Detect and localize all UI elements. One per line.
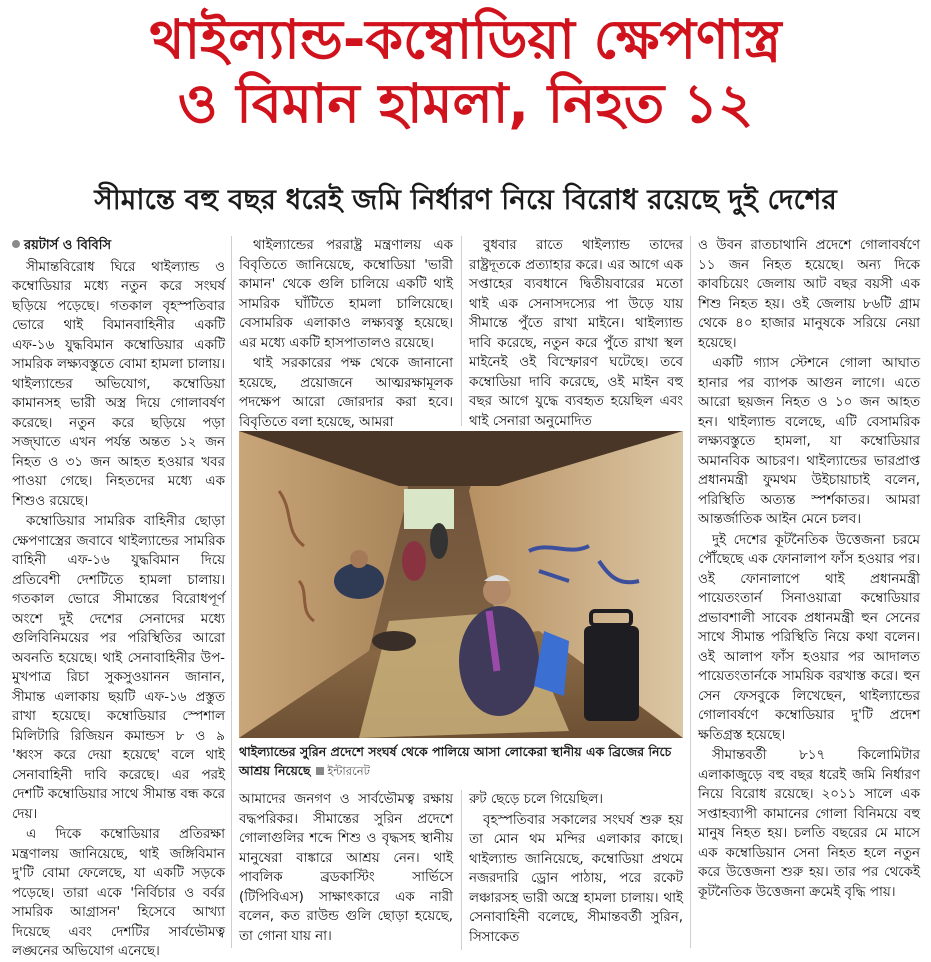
- article-column-3-bottom: [469, 790, 683, 950]
- byline-text: রয়টার্স ও বিবিসি: [24, 238, 112, 253]
- headline-line-2: ও বিমান হামলা, নিহত ১২: [177, 72, 754, 135]
- paragraph: বৃহস্পতিবার সকালের সংঘর্ষ শুরু হয় তা মোন থম মন্দির এলাকার কাছে। থাইল্যান্ড জানিয়েছে, কম্বোডিয়া প্রথমে নজরদারি ড্রোন পাঠায়, পরে রকেট লঞ্চারসহ ভারী অস্ত্রে হামলা চালায়। থাই সেনাবাহিনী বলেছে, সীমান্তবর্তী সুরিন, সিসাকেত: [469, 812, 683, 945]
- column-divider: [461, 790, 462, 950]
- photo-illustration: [239, 431, 683, 738]
- article-column-1: [12, 236, 225, 959]
- article-column-2-bottom: [239, 790, 453, 950]
- credit-square-icon: [316, 767, 324, 775]
- paragraph: সীমান্তবিরোধ ঘিরে থাইল্যান্ড ও কম্বোডিয়ার মধ্যে নতুন করে সংঘর্ষ ছড়িয়ে পড়েছে। গতকাল বৃহস্পতিবার ভোরে থাই বিমানবাহিনীর একটি এফ-১৬ যুদ্ধবিমান কম্বোডিয়ার একটি সামরিক লক্ষ্যবস্তুতে বোমা হামলা চালায়। থাইল্যান্ডের অভিযোগ, কম্বোডিয়া কামানসহ ভারী অস্ত্র দিয়ে গোলাবর্ষণ করেছে। নতুন করে ছড়িয়ে পড়া সজ্ঘাতে এখন পর্যন্ত অন্তত ১২ জন নিহত ও ৩১ জন আহত হওয়ার খবর পাওয়া গেছে। নিহতদের মধ্যে এক শিশুও রয়েছে।: [12, 259, 225, 509]
- headline-line-1: থাইল্যান্ড-কম্বোডিয়া ক্ষেপণাস্ত্র: [149, 8, 782, 71]
- caption-text: থাইল্যান্ডের সুরিন প্রদেশে সংঘর্ষ থেকে পালিয়ে আসা লোকেরা স্থানীয় এক ব্রিজের নিচে আশ্রয় নিয়েছে: [239, 744, 672, 778]
- column-divider: [461, 236, 462, 426]
- paragraph: রুট ছেড়ে চলে গিয়েছিল।: [469, 792, 603, 807]
- article-column-2-top: [239, 236, 453, 430]
- paragraph: এ দিকে কম্বোডিয়ার প্রতিরক্ষা মন্ত্রণালয় জানিয়েছে, থাই জঙ্গিবিমান দু'টি বোমা ফেলেছে, যা একটি সড়কে পড়েছে। তারা একে 'নির্বিচার ও বর্বর সামরিক আগ্রাসন' হিসেবে আখ্যা দিয়েছে এবং দেশটির সার্বভৌমত্ব লঙ্ঘনের অভিযোগ এনেছে।: [12, 827, 225, 959]
- news-photo: [239, 431, 683, 738]
- article-column-4: [698, 236, 920, 948]
- paragraph: থাইল্যান্ডের পররাষ্ট্র মন্ত্রণালয় এক বিবৃতিতে জানিয়েছে, কম্বোডিয়া 'ভারী কামান' থেকে গুলি চালিয়ে একটি থাই সামরিক ঘাঁটিতে হামলা চালিয়েছে। বেসামরিক এলাকাও লক্ষ্যবস্তু হয়েছে। এর মধ্যে একটি হাসপাতালও রয়েছে।: [239, 238, 453, 351]
- subheadline: সীমান্তে বহু বছর ধরেই জমি নির্ধারণ নিয়ে বিরোধ রয়েছে দুই দেশের: [94, 183, 837, 216]
- paragraph: বুধবার রাতে থাইল্যান্ড তাদের রাষ্ট্রদূতকে প্রত্যাহার করে। এর আগে এক সপ্তাহের ব্যবধানে দ্বিতীয়বারের মতো থাই এক সেনাসদস্যের পা উড়ে যায় সীমান্তে পুঁতে রাখা মাইনে। থাইল্যান্ড দাবি করেছে, নতুন করে পুঁতে রাখা স্থল মাইনেই ওই বিস্ফোরণ ঘটেছে। তবে কম্বোডিয়া দাবি করেছে, ওই মাইন বহু বছর আগে যুদ্ধে ব্যবহৃত হয়েছিল এবং থাই সেনারা অনুমোদিত: [469, 238, 683, 429]
- column-divider: [690, 236, 691, 948]
- photo-caption: [239, 742, 683, 781]
- photo-credit: ইন্টারনেট: [327, 764, 370, 778]
- article-column-3-top: [469, 236, 683, 429]
- paragraph: ও উবন রাতচাথানি প্রদেশে গোলাবর্ষণে ১১ জন নিহত হয়েছে। অন্য দিকে কাবচিয়েং জেলায় আট বছর বয়সী এক শিশু নিহত হয়। ওই জেলায় ৮৬টি গ্রাম থেকে ৪০ হাজার মানুষকে সরিয়ে নেয়া হয়েছে।: [698, 238, 920, 351]
- paragraph: একটি গ্যাস স্টেশনে গোলা আঘাত হানার পর ব্যাপক আগুন লাগে। এতে আরো ছয়জন নিহত ও ১০ জন আহত হন। থাইল্যান্ড বলেছে, এটি বেসামরিক লক্ষ্যবস্তুতে হামলা, যা কম্বোডিয়ার অমানবিক আচরণ। থাইল্যান্ডের ভারপ্রাপ্ত প্রধানমন্ত্রী ফুমথম উইচায়াচাই বলেন, পরিস্থিতি অত্যন্ত স্পর্শকাতর। আমরা আন্তর্জাতিক আইন মেনে চলব।: [698, 356, 920, 527]
- paragraph: কম্বোডিয়ার সামরিক বাহিনীর ছোড়া ক্ষেপণাস্ত্রের জবাবে থাইল্যান্ডের সামরিক বাহিনী এফ-১৬ যুদ্ধবিমান দিয়ে প্রতিবেশী দেশটিতে হামলা চালায়। গতকাল ভোরে সীমান্তের বিরোধপূর্ণ অংশে দুই দেশের সেনাদের মধ্যে গুলিবিনিময়ের পর পরিস্থিতির আরো অবনতি হয়েছে। থাই সেনাবাহিনীর উপ-মুখপাত্র রিচা সুকসুওয়ানন জানান, সীমান্ত এলাকায় ছয়টি এফ-১৬ প্রস্তুত রাখা হয়েছে। কম্বোডিয়ার স্পেশাল মিলিটারি রিজিয়ন কমান্ডস ৮ ও ৯ 'ধ্বংস করে দেয়া হয়েছে' বলে থাই সেনাবাহিনী দাবি করেছে। এর পরই দেশটি কম্বোডিয়ার সাথে সীমান্ত বন্ধ করে দেয়।: [12, 514, 225, 822]
- paragraph: সীমান্তবর্তী ৮১৭ কিলোমিটার এলাকাজুড়ে বহু বছর ধরেই জমি নির্ধারণ নিয়ে বিরোধ রয়েছে। ২০১১ সালে এক সপ্তাহব্যাপী কামানের গোলা বিনিময়ে বহু মানুষ নিহত হয়। চলতি বছরের মে মাসে এক কম্বোডিয়ান সেনা নিহত হলে নতুন করে উত্তেজনা শুরু হয়। তার পর থেকেই কূটনৈতিক উত্তেজনা ক্রমেই বৃদ্ধি পায়।: [698, 748, 920, 900]
- headline: [0, 8, 931, 136]
- paragraph: থাই সরকারের পক্ষ থেকে জানানো হয়েছে, প্রয়োজনে আত্মরক্ষামূলক পদক্ষেপ আরো জোরদার করা হবে। বিবৃতিতে বলা হয়েছে, আমরা: [239, 356, 453, 430]
- bullet-icon: [12, 240, 20, 248]
- byline: [12, 236, 225, 256]
- column-divider: [231, 236, 232, 948]
- paragraph: দুই দেশের কূটনৈতিক উত্তেজনা চরমে পৌঁছেছে এক ফোনালাপ ফাঁস হওয়ার পর। ওই ফোনালাপে থাই প্রধানমন্ত্রী পায়েতংতার্ন সিনাওয়াত্রা কম্বোডিয়ার প্রভাবশালী সাবেক প্রধানমন্ত্রী হুন সেনের সাথে সীমান্ত পরিস্থিতি নিয়ে কথা বলেন। ওই আলাপ ফাঁস হওয়ার পর আদালত পায়েতংতার্নকে সাময়িক বরখাস্ত করে। হুন সেন ফেসবুকে লিখেছেন, থাইল্যান্ডের গোলাবর্ষণে কম্বোডিয়ার দু'টি প্রদেশ ক্ষতিগ্রস্ত হয়েছে।: [698, 532, 920, 743]
- paragraph: আমাদের জনগণ ও সার্বভৌমত্ব রক্ষায় বদ্ধপরিকর। সীমান্তের সুরিন প্রদেশে গোলাগুলির শব্দে শিশু ও বৃদ্ধসহ স্থানীয় মানুষেরা বাঙ্কারে আশ্রয় নেন। থাই পাবলিক ব্রডকাস্টিং সার্ভিসে (টিপিবিএস) সাক্ষাৎকারে এক নারী বলেন, কত রাউন্ড গুলি ছোড়া হয়েছে, তা গোনা যায় না।: [239, 792, 453, 944]
